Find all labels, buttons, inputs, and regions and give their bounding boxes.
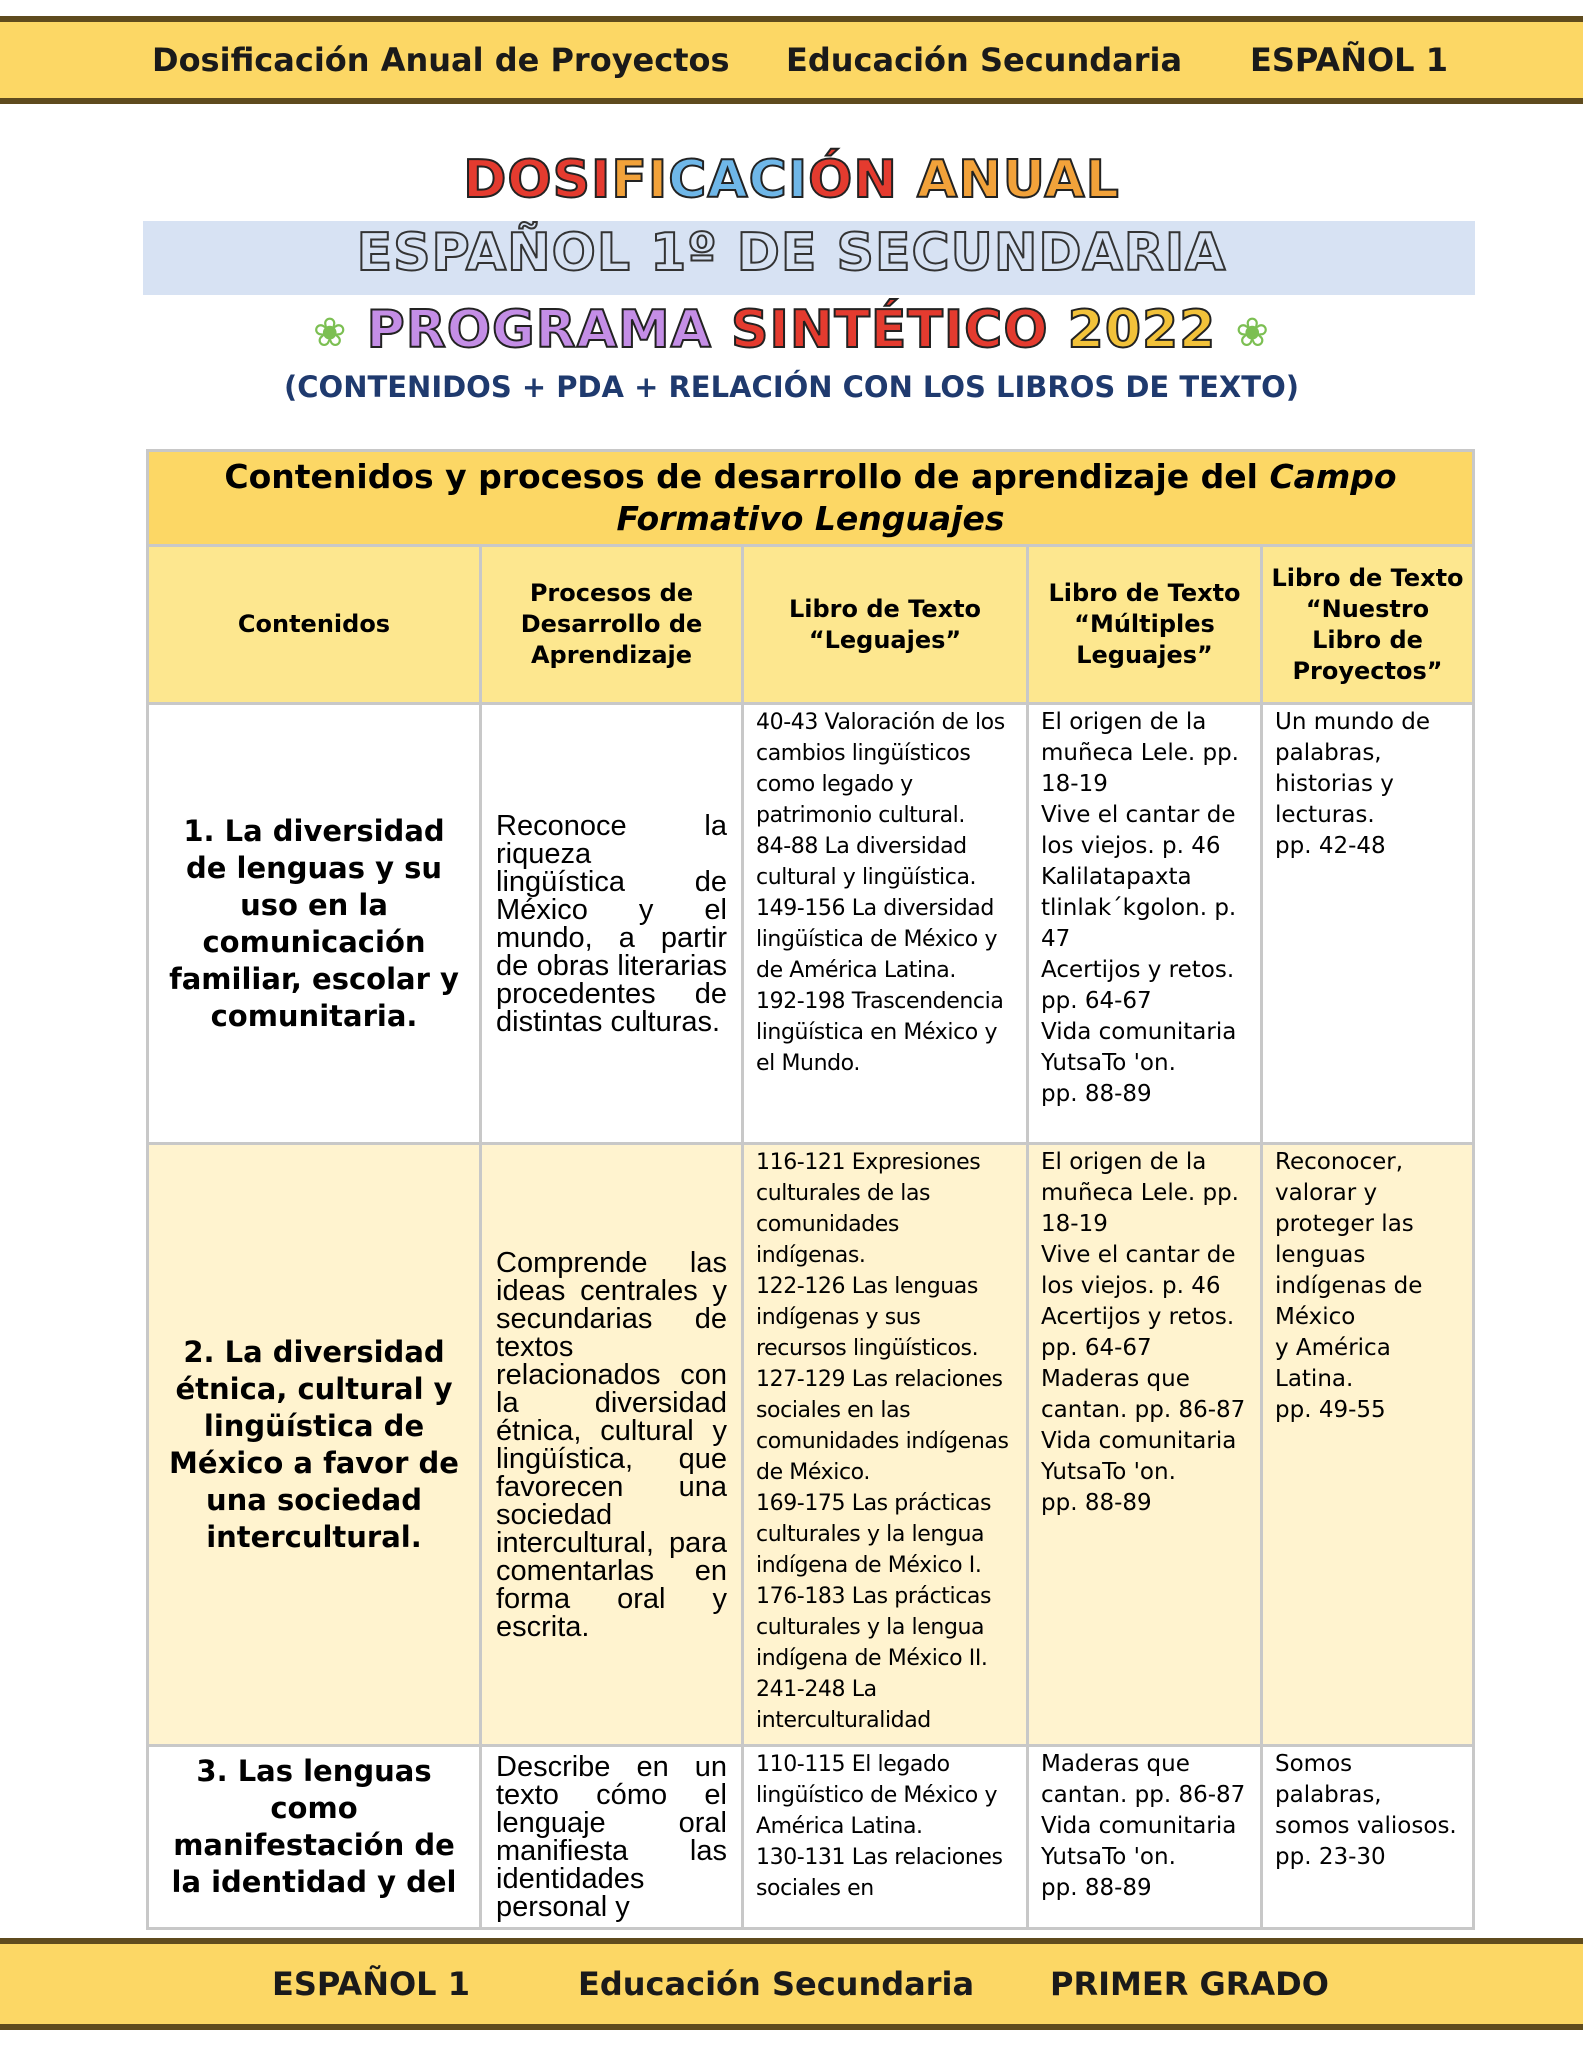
table-row xyxy=(149,1145,1472,1744)
libro-lenguajes-cell: 116-121 Expresiones culturales de las comunidades indígenas. 122-126 Las lenguas indígenas y sus recursos lingüísticos. 127-129 Las relaciones sociales en las comunidades indígenas de México. 169-175 Las prácticas culturales y la lengua indígena de México I. 176-183 Las prácticas culturales y la lengua indígena de México II. 241-248 La interculturalidad xyxy=(744,1145,1026,1744)
footer-right: PRIMER GRADO xyxy=(1050,1965,1329,2003)
footer-center: Educación Secundaria xyxy=(578,1965,975,2003)
title-dosificacion-anual: DOSIFICACIÓN ANUAL xyxy=(463,150,1120,210)
contenido-cell: 3. Las lenguas como manifestación de la identidad y del xyxy=(149,1747,479,1927)
libro-multiples-cell: El origen de la muñeca Lele. pp. 18-19 Vive el cantar de los viejos. p. 46 Acertijos y retos. pp. 64-67 Maderas que cantan. pp. 86-87 Vida comunitaria YutsaTo 'on. pp. 88-89 xyxy=(1029,1145,1260,1744)
title-programa-sintetico: ❀ PROGRAMA SINTÉTICO 2022 ❀ xyxy=(312,300,1270,360)
libro-multiples-cell: Maderas que cantan. pp. 86-87 Vida comunitaria YutsaTo 'on. pp. 88-89 xyxy=(1029,1747,1260,1927)
contenido-cell: 1. La diversidad de lenguas y su uso en la comunicación familiar, escolar y comunitaria. xyxy=(149,705,479,1142)
title-espanol-secundaria: ESPAÑOL 1º DE SECUNDARIA xyxy=(356,223,1227,283)
flower-icon: ❀ xyxy=(312,310,348,356)
pda-cell: Reconoce la riqueza lingüística de México y el mundo, a partir de obras literarias procedentes de distintas culturas. xyxy=(482,705,741,1142)
subtitle: (CONTENIDOS + PDA + RELACIÓN CON LOS LIBROS DE TEXTO) xyxy=(284,370,1299,404)
flower-icon: ❀ xyxy=(1235,310,1270,356)
pda-cell: Describe en un texto cómo el lenguaje oral manifiesta las identidades personal y xyxy=(482,1747,741,1927)
libro-proyectos-cell: Un mundo de palabras, historias y lecturas. pp. 42-48 xyxy=(1263,705,1472,1142)
header-center: Educación Secundaria xyxy=(786,41,1183,79)
pda-cell: Comprende las ideas centrales y secundarias de textos relacionados con la diversidad étnica, cultural y lingüística, que favorecen una sociedad intercultural, para comentarlas en forma oral y escrita. xyxy=(482,1145,741,1744)
libro-lenguajes-cell: 40-43 Valoración de los cambios lingüísticos como legado y patrimonio cultural. 84-88 La diversidad cultural y lingüística. 149-156 La diversidad lingüística de México y de América Latina. 192-198 Trascendencia lingüística en México y el Mundo. xyxy=(744,705,1026,1142)
libro-multiples-cell: El origen de la muñeca Lele. pp. 18-19 Vive el cantar de los viejos. p. 46 Kalilatapaxta tlinlak´kgolon. p. 47 Acertijos y retos. pp. 64-67 Vida comunitaria YutsaTo 'on. pp. 88-89 xyxy=(1029,705,1260,1142)
header-right: ESPAÑOL 1 xyxy=(1250,41,1448,79)
header-band xyxy=(0,16,1583,104)
footer-left: ESPAÑOL 1 xyxy=(272,1965,470,2003)
libro-proyectos-cell: Reconocer, valorar y proteger las lenguas indígenas de México y América Latina. pp. 49-55 xyxy=(1263,1145,1472,1744)
header-left: Dosificación Anual de Proyectos xyxy=(152,41,730,79)
libro-proyectos-cell: Somos palabras, somos valiosos. pp. 23-30 xyxy=(1263,1747,1472,1927)
header-libro-lenguajes: Libro de Texto “Leguajes” xyxy=(744,547,1026,702)
header-libro-proyectos: Libro de Texto “Nuestro Libro de Proyectos” xyxy=(1263,547,1472,702)
table-row xyxy=(149,705,1472,1142)
contenido-cell: 2. La diversidad étnica, cultural y lingüística de México a favor de una sociedad intercultural. xyxy=(149,1145,479,1744)
libro-lenguajes-cell: 110-115 El legado lingüístico de México y América Latina. 130-131 Las relaciones sociales en xyxy=(744,1747,1026,1927)
table-caption: Contenidos y procesos de desarrollo de aprendizaje del Campo Formativo Lenguajes xyxy=(149,452,1472,544)
header-contenidos: Contenidos xyxy=(149,547,479,702)
table-row xyxy=(149,1747,1472,1927)
dosificacion-table xyxy=(146,449,1475,1930)
footer-band xyxy=(0,1938,1583,2030)
header-pda: Procesos de Desarrollo de Aprendizaje xyxy=(482,547,741,702)
header-libro-multiples: Libro de Texto “Múltiples Leguajes” xyxy=(1029,547,1260,702)
